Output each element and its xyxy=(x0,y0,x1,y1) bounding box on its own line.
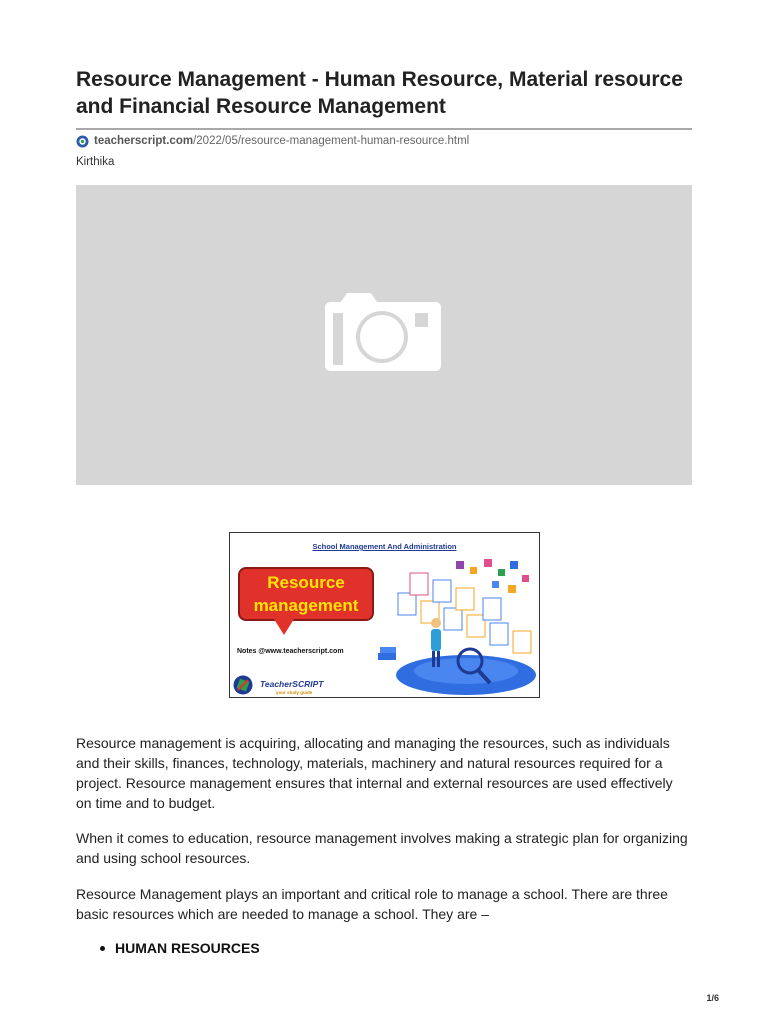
figure-brand: TeacherSCRIPT xyxy=(260,679,324,689)
body-paragraph-3: Resource Management plays an important and critical role to manage a school. There are three basic resources which are needed to manage a school. They are – xyxy=(76,886,668,922)
title-divider xyxy=(76,128,692,130)
camera-icon xyxy=(325,293,443,377)
figure-tagline: your study guide xyxy=(276,690,313,695)
body-paragraph-2: When it comes to education, resource management involves making a strategic plan for organizing and using school resources. xyxy=(76,830,688,866)
figure-bubble-line2: management xyxy=(253,596,359,615)
source-domain[interactable]: teacherscript.com xyxy=(94,135,194,147)
figure-illustration xyxy=(358,553,538,698)
article-title: Resource Management - Human Resource, Material resource and Financial Resource Management xyxy=(76,68,683,118)
page-number: 1/6 xyxy=(706,993,719,1003)
figure-bubble-line1: Resource xyxy=(267,573,345,592)
body-paragraph-1: Resource management is acquiring, allocating and managing the resources, such as individuals and their skills, finances, technology, materials, machinery and natural resources required for a project. Resource management ensures that internal and external resources are used effectively on time and to budget. xyxy=(76,735,673,811)
list-item: HUMAN RESOURCES xyxy=(76,938,260,958)
figure-bubble xyxy=(238,567,374,621)
resource-list xyxy=(76,938,260,958)
figure-notes: Notes @www.teacherscript.com xyxy=(237,648,344,655)
source-link[interactable] xyxy=(76,133,469,149)
author-name: Kirthika xyxy=(76,156,115,168)
figure-header: School Management And Administration xyxy=(312,542,457,551)
resource-management-figure xyxy=(229,532,540,698)
source-path[interactable]: /2022/05/resource-management-human-resource.html xyxy=(193,135,470,147)
teacherscript-logo-icon xyxy=(233,675,253,695)
figure-bubble-tail xyxy=(274,619,294,635)
image-placeholder xyxy=(76,185,692,485)
site-favicon-icon xyxy=(76,135,89,148)
